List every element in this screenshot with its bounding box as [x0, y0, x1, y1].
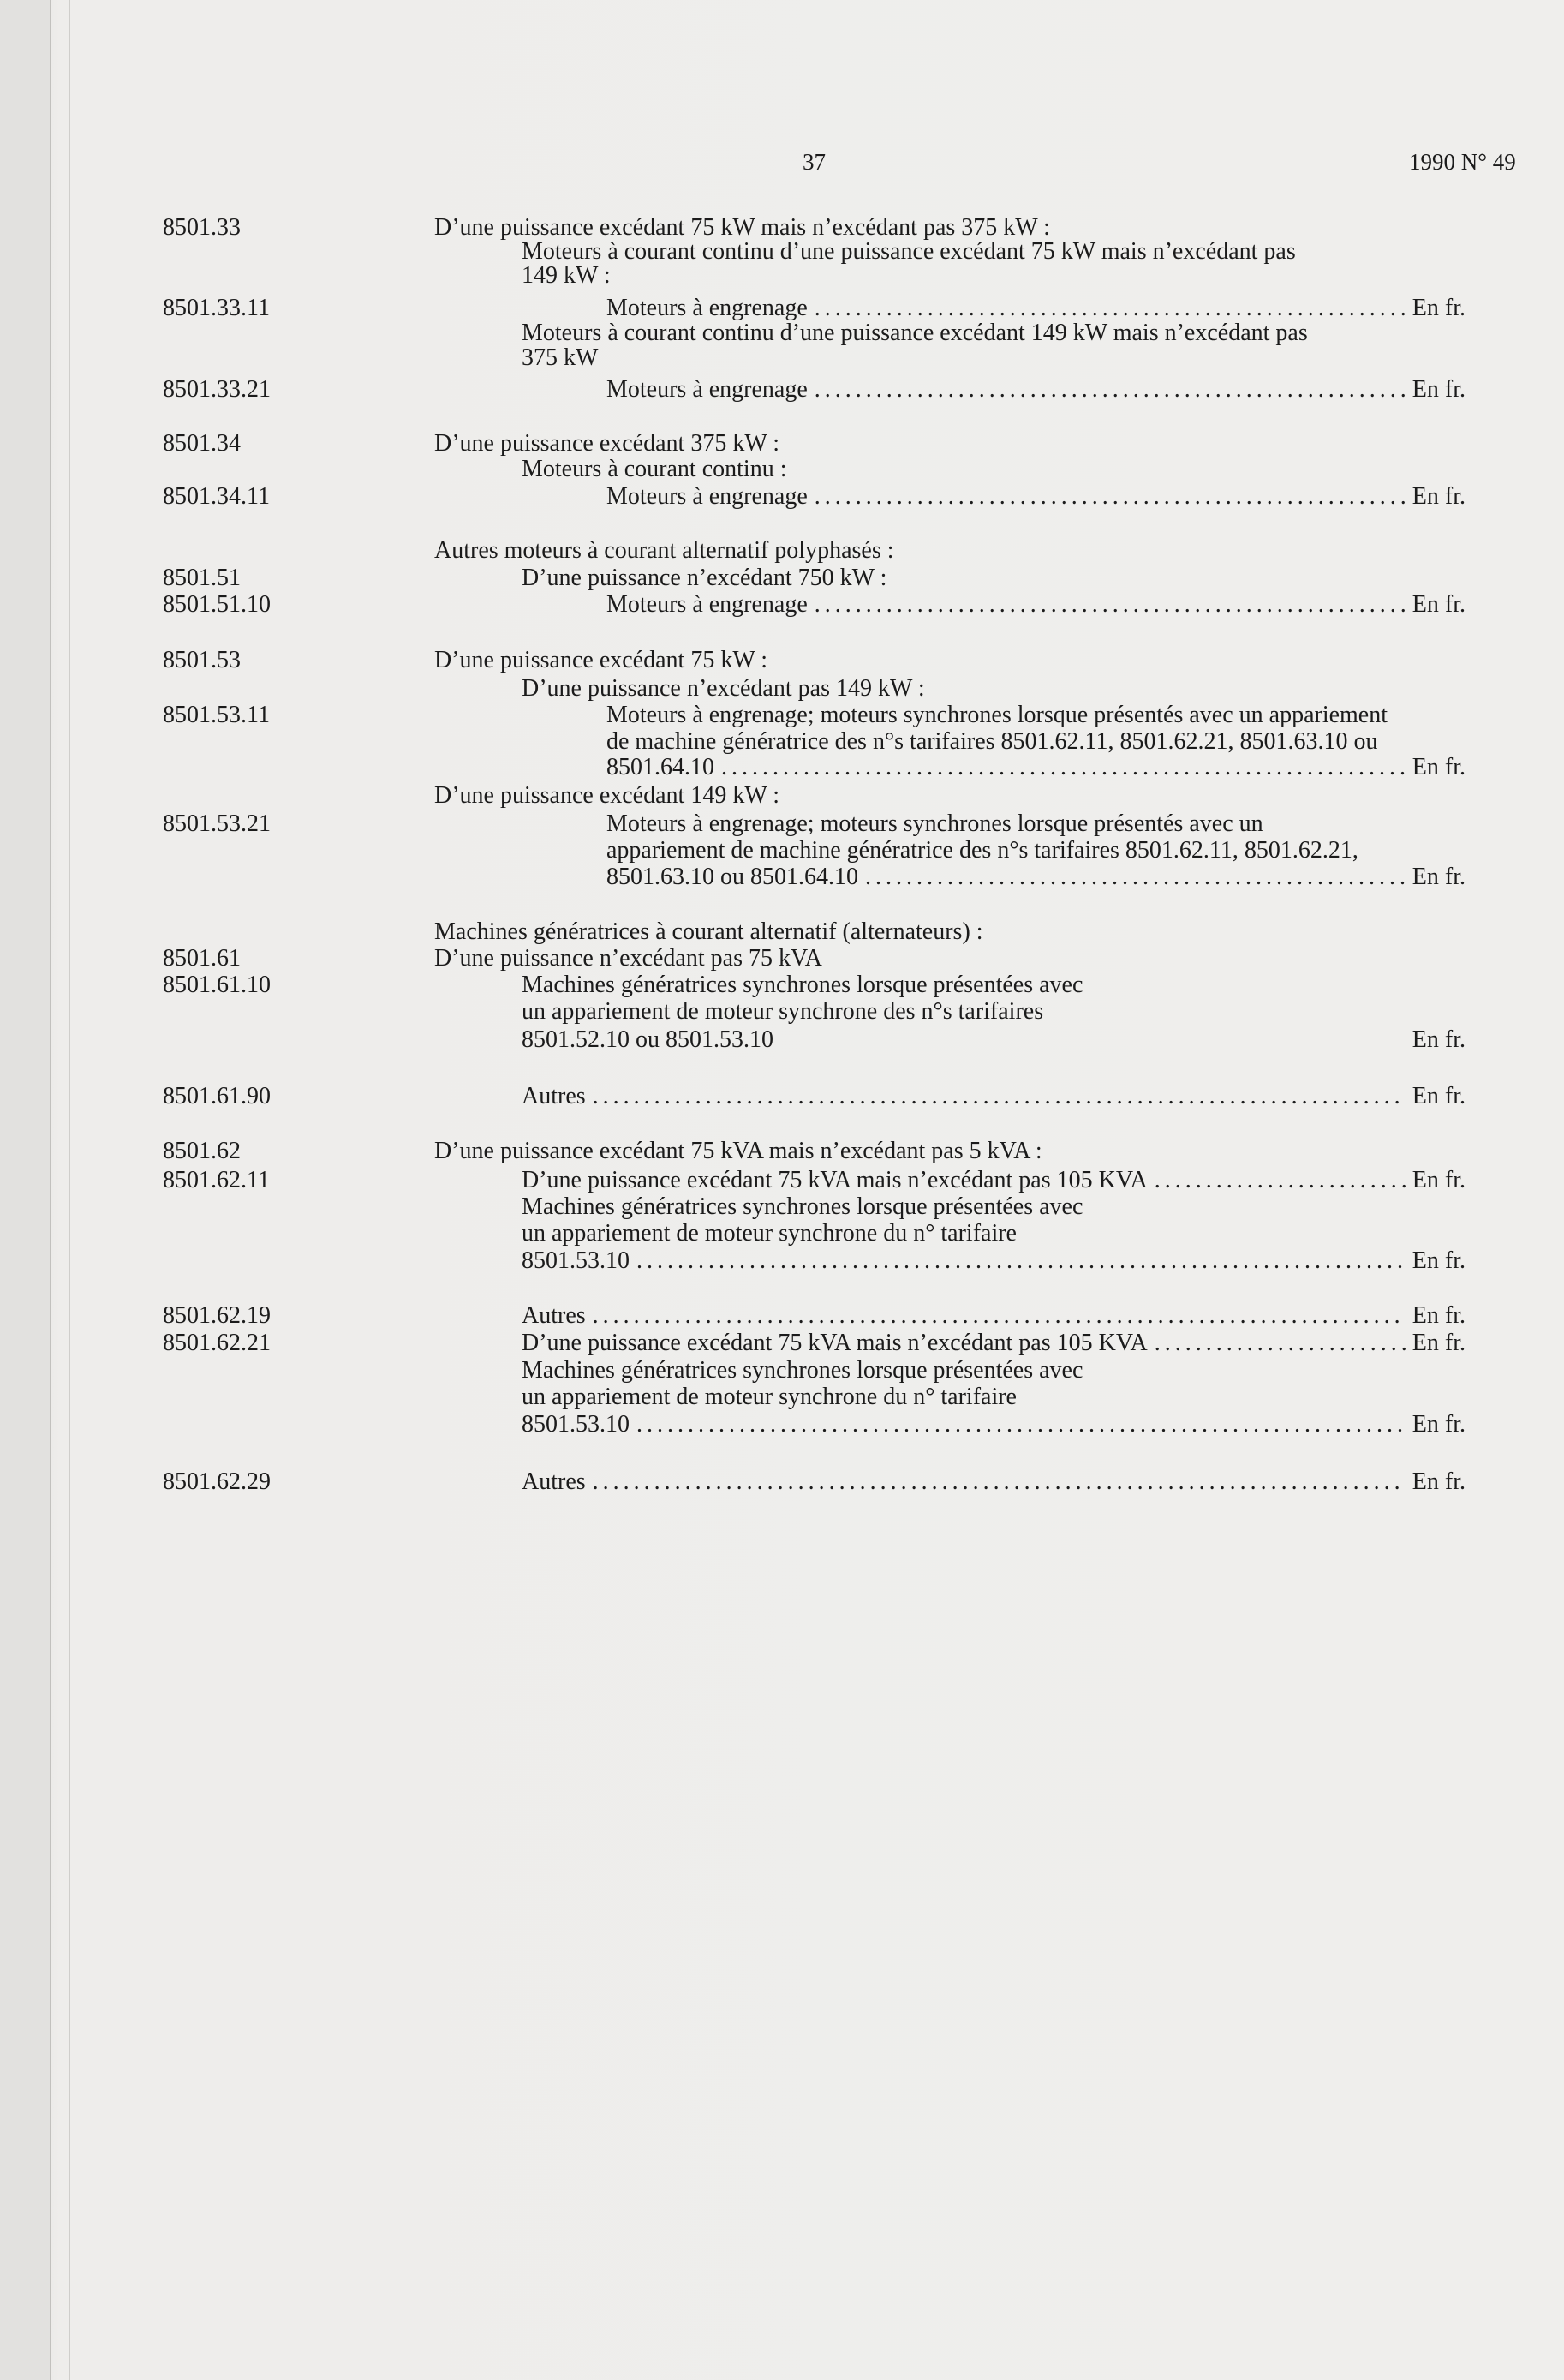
tariff-description: D’une puissance excédant 75 kVA mais n’excédant pas 105 KVA — [522, 1330, 1148, 1356]
rate-label: En fr. — [1412, 1330, 1466, 1356]
dot-leader — [815, 375, 1406, 404]
table-row — [0, 727, 1564, 756]
rate-label: En fr. — [1412, 591, 1466, 618]
tariff-description: appariement de machine génératrice des n°s tarifaires 8501.62.11, 8501.62.21, — [606, 837, 1358, 864]
rate-label: En fr. — [1412, 1302, 1466, 1329]
rate-label: En fr. — [1412, 1247, 1466, 1274]
tariff-code: 8501.53.11 — [163, 702, 270, 728]
tariff-code: 8501.33.21 — [163, 376, 271, 403]
tariff-code: 8501.53.21 — [163, 810, 271, 837]
tariff-code: 8501.62 — [163, 1138, 241, 1164]
table-row — [0, 482, 1564, 511]
dot-leader — [636, 1247, 1406, 1276]
table-row — [0, 1026, 1564, 1055]
issue-number: 1990 N° 49 — [1409, 149, 1516, 175]
table-row — [0, 781, 1564, 810]
dot-leader — [593, 1082, 1406, 1111]
rate-label: En fr. — [1412, 295, 1466, 321]
table-row — [0, 590, 1564, 619]
table-row — [0, 429, 1564, 458]
table-row — [0, 1193, 1564, 1222]
dot-leader — [1155, 1329, 1406, 1358]
tariff-code: 8501.62.29 — [163, 1468, 271, 1495]
tariff-code: 8501.61 — [163, 945, 241, 972]
table-row — [0, 536, 1564, 565]
tariff-description: Autres moteurs à courant alternatif polyphasés : — [434, 537, 894, 564]
table-row — [0, 1468, 1564, 1497]
tariff-description: Moteurs à engrenage — [606, 483, 808, 510]
table-row — [0, 1247, 1564, 1276]
rate-label: En fr. — [1412, 1167, 1466, 1193]
dot-leader — [636, 1410, 1406, 1439]
tariff-description: D’une puissance excédant 149 kW : — [434, 782, 780, 809]
tariff-description: Machines génératrices synchrones lorsque présentées avec — [522, 1193, 1083, 1220]
tariff-description: Autres — [522, 1302, 586, 1329]
dot-leader — [593, 1468, 1406, 1497]
table-row — [0, 863, 1564, 892]
dot-leader — [815, 590, 1406, 619]
tariff-description: 8501.63.10 ou 8501.64.10 — [606, 864, 858, 890]
table-row — [0, 1166, 1564, 1195]
rate-label: En fr. — [1412, 1411, 1466, 1438]
tariff-code: 8501.62.19 — [163, 1302, 271, 1329]
tariff-description: 8501.64.10 — [606, 754, 714, 780]
dot-leader — [815, 482, 1406, 511]
tariff-description: D’une puissance excédant 75 kW mais n’excédant pas 375 kW : — [434, 214, 1050, 241]
tariff-description: Moteurs à engrenage — [606, 295, 808, 321]
tariff-description: Moteurs à courant continu : — [522, 456, 787, 482]
tariff-description: un appariement de moteur synchrone des n°s tarifaires — [522, 998, 1044, 1025]
table-row — [0, 261, 1564, 290]
table-row — [0, 810, 1564, 839]
table-row — [0, 1082, 1564, 1111]
tariff-description: 8501.53.10 — [522, 1411, 630, 1438]
tariff-description: Moteurs à engrenage — [606, 591, 808, 618]
rate-label: En fr. — [1412, 376, 1466, 403]
tariff-description: D’une puissance excédant 375 kW : — [434, 430, 780, 457]
table-row — [0, 1383, 1564, 1412]
rate-label: En fr. — [1412, 1026, 1466, 1053]
table-row — [0, 753, 1564, 782]
tariff-description: D’une puissance n’excédant pas 149 kW : — [522, 675, 925, 702]
tariff-description: D’une puissance n’excédant pas 75 kVA — [434, 945, 822, 972]
rate-label: En fr. — [1412, 754, 1466, 780]
table-row — [0, 1137, 1564, 1166]
tariff-code: 8501.34.11 — [163, 483, 270, 510]
rate-label: En fr. — [1412, 864, 1466, 890]
tariff-code: 8501.61.10 — [163, 972, 271, 998]
table-row — [0, 971, 1564, 1000]
tariff-code: 8501.53 — [163, 647, 241, 673]
table-row — [0, 1356, 1564, 1385]
table-row — [0, 1410, 1564, 1439]
tariff-description: Machines génératrices synchrones lorsque présentées avec — [522, 1357, 1083, 1384]
rate-label: En fr. — [1412, 483, 1466, 510]
table-row — [0, 1219, 1564, 1248]
tariff-description: D’une puissance excédant 75 kVA mais n’excédant pas 5 kVA : — [434, 1138, 1042, 1164]
tariff-description: 149 kW : — [522, 262, 611, 289]
table-row — [0, 944, 1564, 973]
tariff-code: 8501.33.11 — [163, 295, 270, 321]
tariff-code: 8501.51.10 — [163, 591, 271, 618]
dot-leader — [721, 753, 1406, 782]
tariff-description: un appariement de moteur synchrone du n° tarifaire — [522, 1220, 1017, 1247]
table-row — [0, 701, 1564, 730]
tariff-description: Autres — [522, 1468, 586, 1495]
tariff-description: Machines génératrices à courant alternatif (alternateurs) : — [434, 918, 983, 945]
rate-label: En fr. — [1412, 1083, 1466, 1109]
table-row — [0, 646, 1564, 675]
tariff-description: D’une puissance excédant 75 kW : — [434, 647, 768, 673]
tariff-description: Moteurs à courant continu d’une puissance excédant 149 kW mais n’excédant pas — [522, 320, 1308, 346]
rate-label: En fr. — [1412, 1468, 1466, 1495]
page-number: 37 — [803, 149, 826, 175]
table-row — [0, 564, 1564, 593]
tariff-code: 8501.61.90 — [163, 1083, 271, 1109]
tariff-code: 8501.51 — [163, 565, 241, 591]
tariff-description: Moteurs à engrenage; moteurs synchrones lorsque présentés avec un — [606, 810, 1263, 837]
tariff-description: 8501.52.10 ou 8501.53.10 — [522, 1026, 773, 1053]
tariff-description: Autres — [522, 1083, 586, 1109]
table-row — [0, 375, 1564, 404]
dot-leader — [593, 1301, 1406, 1331]
tariff-code: 8501.34 — [163, 430, 241, 457]
tariff-code: 8501.62.21 — [163, 1330, 271, 1356]
dot-leader — [1155, 1166, 1406, 1195]
tariff-description: 375 kW — [522, 344, 599, 371]
table-row — [0, 1301, 1564, 1331]
tariff-description: Machines génératrices synchrones lorsque présentées avec — [522, 972, 1083, 998]
tariff-description: Moteurs à engrenage; moteurs synchrones lorsque présentés avec un appariement — [606, 702, 1388, 728]
table-row — [0, 836, 1564, 865]
tariff-code: 8501.62.11 — [163, 1167, 270, 1193]
tariff-description: de machine génératrice des n°s tarifaires 8501.62.11, 8501.62.21, 8501.63.10 ou — [606, 728, 1378, 755]
tariff-description: un appariement de moteur synchrone du n° tarifaire — [522, 1384, 1017, 1410]
table-row — [0, 1329, 1564, 1358]
tariff-description: Moteurs à engrenage — [606, 376, 808, 403]
tariff-description: D’une puissance n’excédant 750 kW : — [522, 565, 887, 591]
table-row — [0, 455, 1564, 484]
table-row — [0, 674, 1564, 703]
table-row — [0, 918, 1564, 947]
tariff-code: 8501.33 — [163, 214, 241, 241]
table-row — [0, 997, 1564, 1026]
dot-leader — [865, 863, 1406, 892]
tariff-description: Moteurs à courant continu d’une puissance excédant 75 kW mais n’excédant pas — [522, 238, 1296, 265]
table-row — [0, 344, 1564, 373]
tariff-description: 8501.53.10 — [522, 1247, 630, 1274]
tariff-description: D’une puissance excédant 75 kVA mais n’excédant pas 105 KVA — [522, 1167, 1148, 1193]
